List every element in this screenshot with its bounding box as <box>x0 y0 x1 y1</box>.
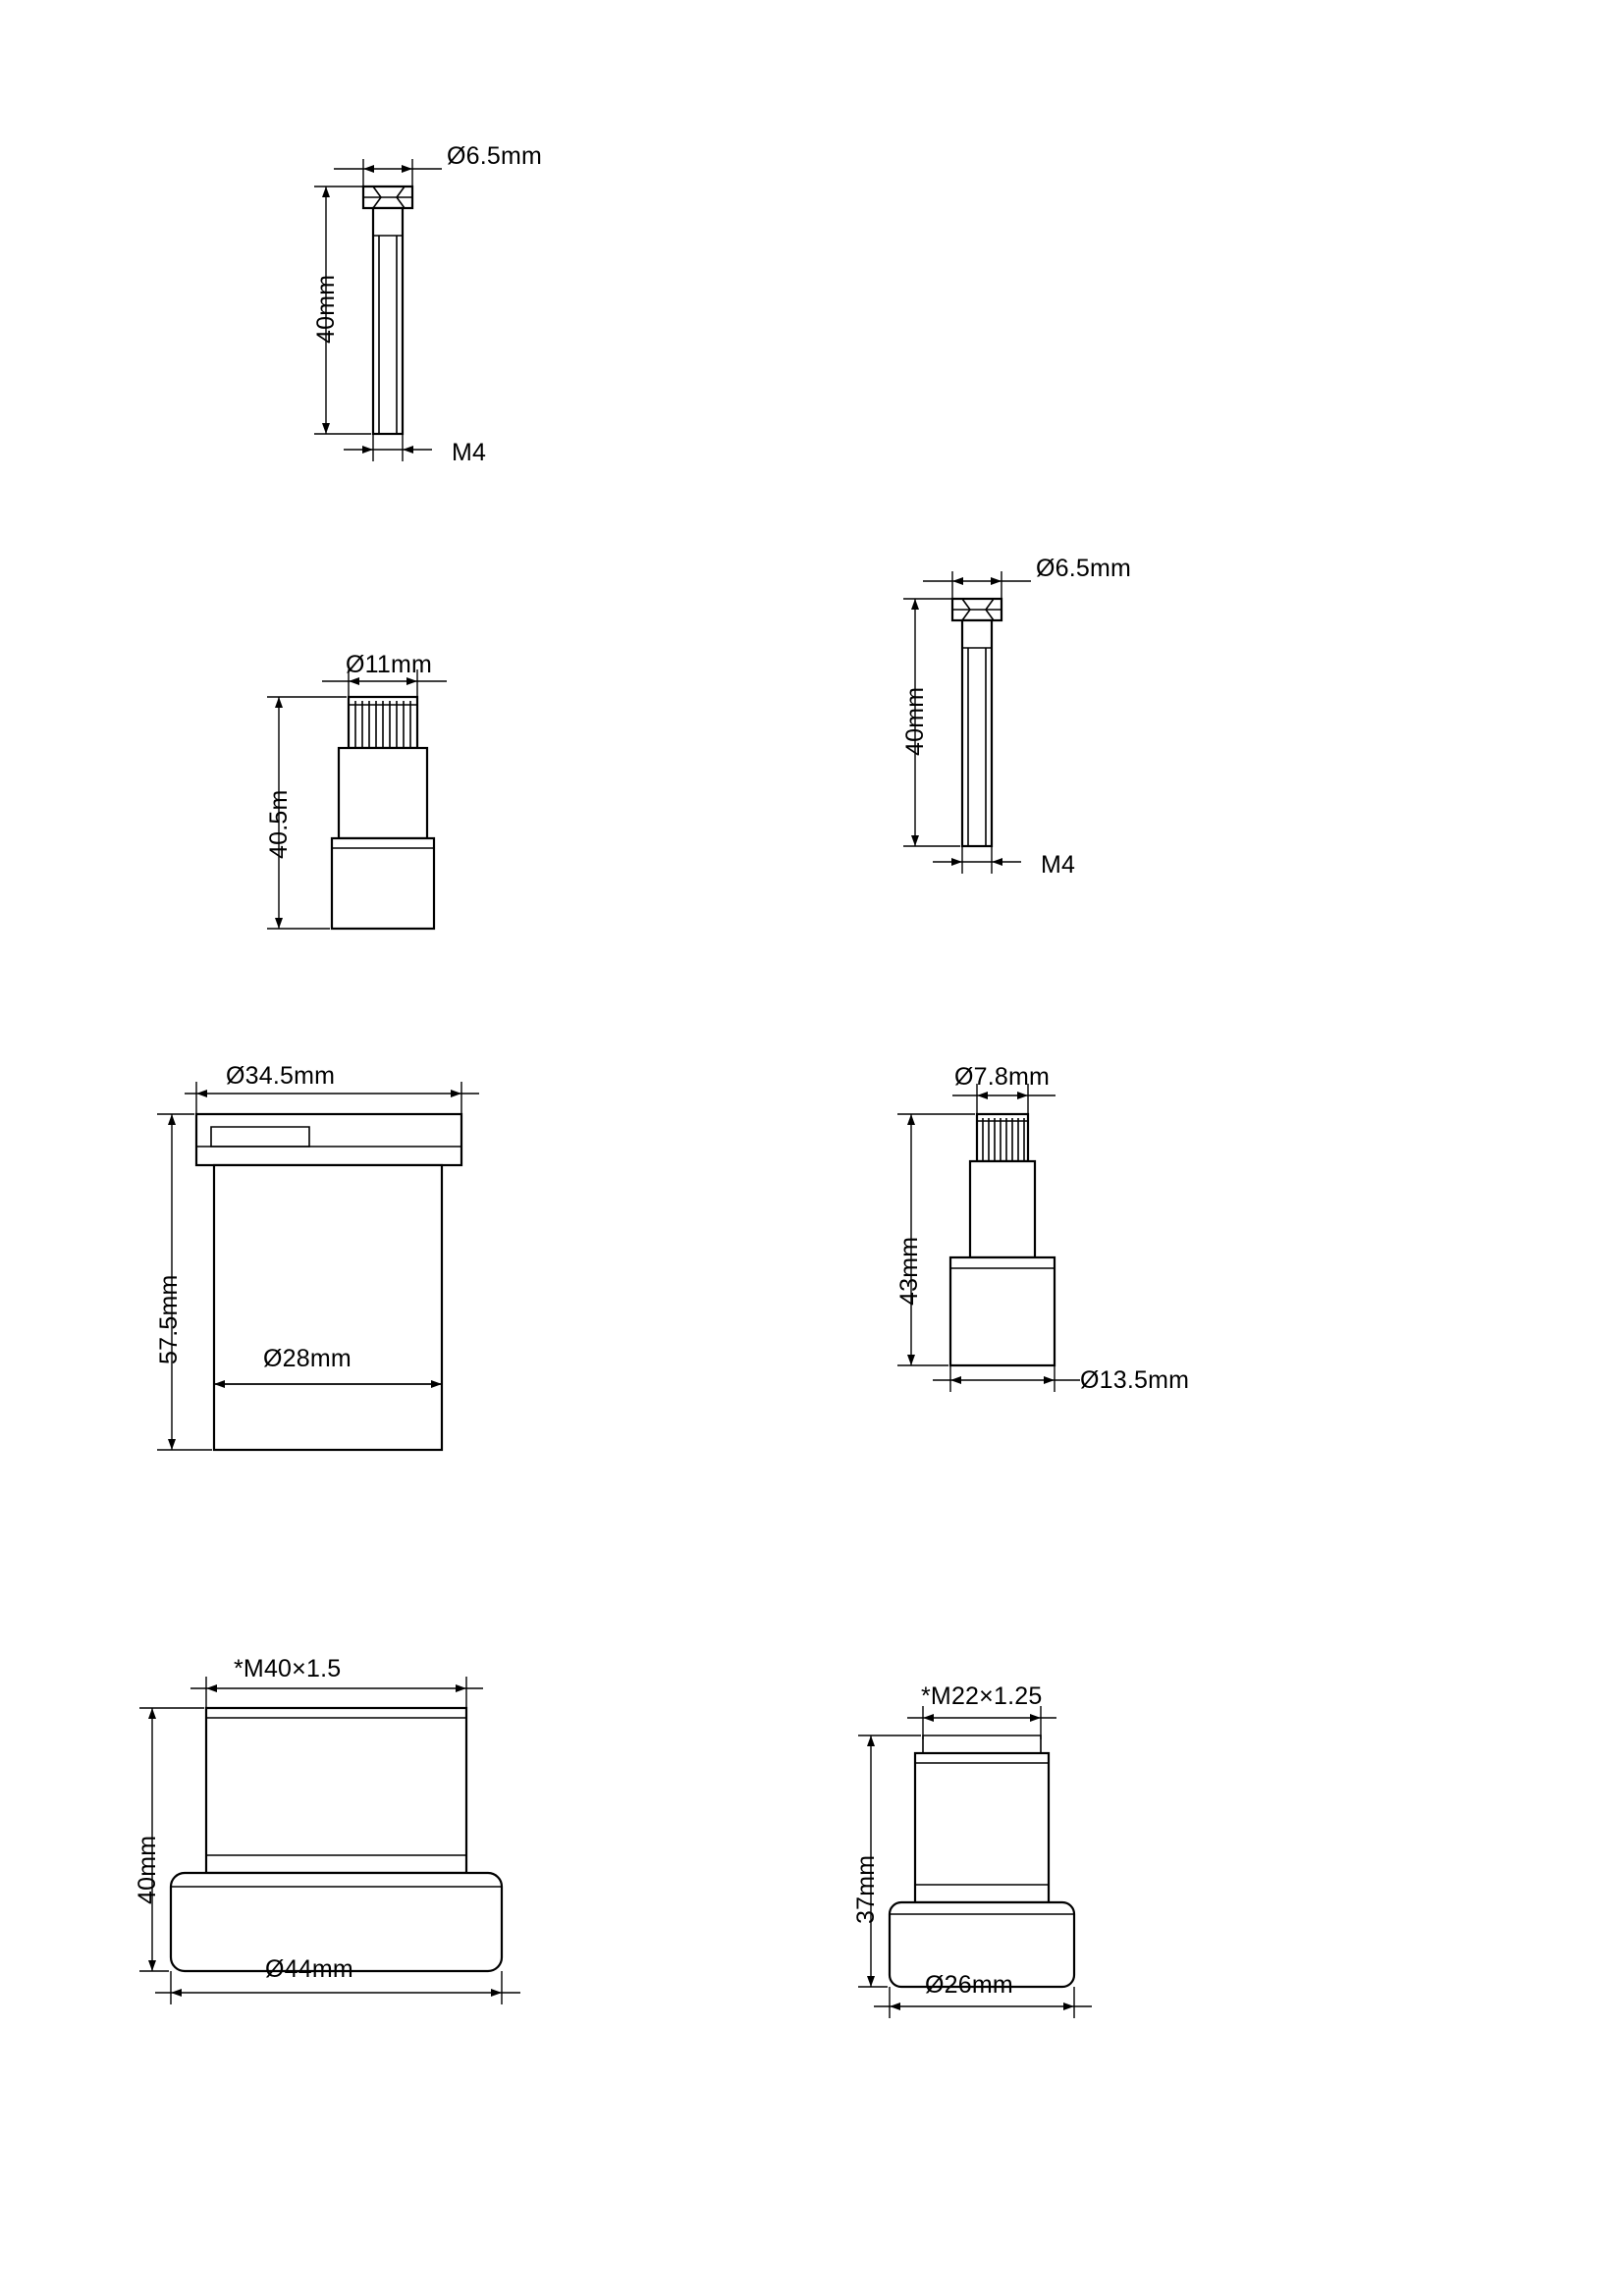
dim-body-diameter-4: Ø28mm <box>263 1345 352 1372</box>
dim-length-1: 40mm <box>312 274 340 344</box>
dim-height-5: 43mm <box>895 1236 923 1306</box>
dim-height-7: 37mm <box>852 1854 880 1924</box>
screw-m4-top-left-drawing <box>295 147 628 560</box>
part-knurled-post-right <box>884 1060 1296 1531</box>
knurled-connector-drawing <box>245 648 579 1041</box>
dim-head-diameter-3: Ø6.5mm <box>1036 555 1132 582</box>
screw-m4-right-drawing <box>884 560 1218 972</box>
part-sleeve-flanged <box>155 1060 619 1629</box>
dim-thread-7: *M22×1.25 <box>921 1682 1043 1710</box>
dim-head-diameter-1: Ø6.5mm <box>447 142 543 170</box>
dim-height-4: 57.5mm <box>155 1274 183 1364</box>
dim-height-6: 40mm <box>134 1835 161 1904</box>
dim-base-diameter-6: Ø44mm <box>265 1955 353 1983</box>
knurled-post-drawing <box>884 1060 1296 1531</box>
dim-flange-diameter-4: Ø34.5mm <box>226 1062 336 1090</box>
dim-base-diameter-7: Ø26mm <box>925 1971 1013 1999</box>
part-cap-m40 <box>134 1655 638 2101</box>
cap-m40-drawing <box>147 1659 638 2101</box>
dim-base-diameter-5: Ø13.5mm <box>1080 1366 1190 1394</box>
dim-knurl-diameter-2: Ø11mm <box>346 651 433 678</box>
dim-thread-1: M4 <box>452 439 487 466</box>
dim-thread-3: M4 <box>1041 851 1076 879</box>
dim-thread-6: *M40×1.5 <box>234 1655 342 1682</box>
part-cap-m22 <box>852 1682 1276 2101</box>
part-knurled-connector-left <box>245 648 579 1041</box>
dim-knurl-diameter-5: Ø7.8mm <box>954 1063 1051 1091</box>
part-screw-m4-right <box>884 555 1218 972</box>
cap-m22-drawing <box>864 1688 1276 2101</box>
dim-length-3: 40mm <box>901 686 929 756</box>
dim-height-2: 40.5m <box>265 789 293 859</box>
part-screw-m4-top-left <box>295 142 628 560</box>
sleeve-flanged-drawing <box>167 1060 619 1629</box>
